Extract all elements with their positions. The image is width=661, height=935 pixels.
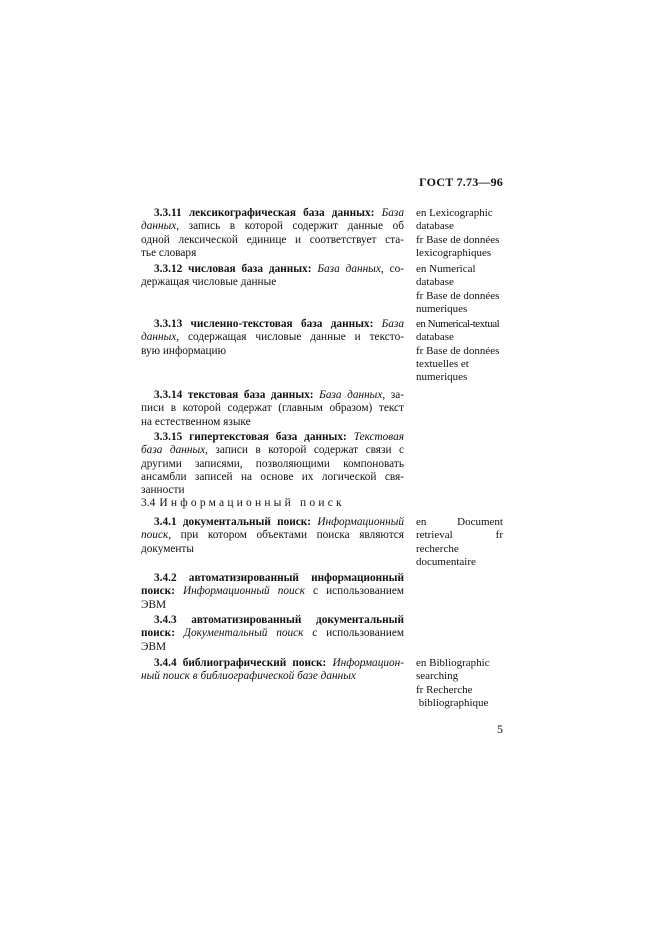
definition-text: , при котором объектами поиска являются	[168, 529, 404, 542]
definition-italic: Документальный поиск	[183, 627, 304, 640]
translation-fr: numeriques	[416, 371, 468, 384]
definition-italic: ный поиск в библиографической базе данных	[141, 670, 356, 683]
translation-en: en Numerical-textual	[416, 318, 500, 330]
translations	[416, 207, 506, 260]
term-number: 3.4.2	[154, 572, 177, 584]
definition-italic: База данных	[319, 389, 383, 401]
definition-italic: данных	[141, 331, 177, 344]
standard-header: ГОСТ 7.73—96	[419, 175, 503, 189]
term-title: библиографический поиск:	[182, 657, 327, 669]
definition-text: тье словаря	[141, 246, 197, 259]
definition	[141, 572, 404, 612]
term-title: документальный	[315, 614, 404, 626]
definition-text: документы	[141, 542, 194, 555]
definition-text: одной лексической единице и соответствует ста-	[141, 233, 404, 246]
definition	[141, 431, 404, 497]
translations	[416, 318, 506, 384]
term-number: 3.4.4	[154, 657, 177, 669]
translation-fr: fr Base de données	[416, 233, 500, 246]
translation-fr: lexicographiques	[416, 246, 492, 259]
translation-fr: bibliographique	[416, 696, 489, 709]
definition-text: вую информацию	[141, 344, 227, 357]
definition-text: другими записями, позволяющими компоновать	[141, 457, 404, 470]
translations	[416, 657, 506, 710]
term-title: численно-текстовая база данных:	[190, 318, 374, 330]
term-number: 3.3.15	[154, 431, 183, 443]
term-number: 3.3.14	[154, 389, 183, 401]
translation-en: database	[416, 276, 454, 289]
translation-fr: fr Base de données	[416, 344, 500, 357]
definition	[141, 614, 404, 654]
term-number: 3.4.3	[154, 614, 177, 626]
definition-text: на естественном языке	[141, 415, 251, 428]
definition-text: держащая числовые данные	[141, 276, 277, 289]
definition-italic: Информацион-	[332, 657, 405, 669]
translation-en: en Bibliographic	[416, 657, 490, 669]
definition-text: ЭВМ	[141, 640, 167, 653]
section-heading	[141, 497, 345, 509]
translation-en: en Numerical	[416, 263, 476, 275]
definition	[141, 389, 404, 429]
term-title: лексикографическая база данных:	[188, 207, 375, 219]
translation-en: retrieval	[416, 529, 453, 542]
translation-en: en Lexicographic	[416, 207, 493, 219]
definition-text: , записи в которой содержат связи с	[205, 444, 405, 457]
term-title: документальный поиск:	[182, 516, 312, 528]
translation-lang: en	[416, 516, 427, 528]
definition-italic: поиск	[141, 529, 169, 542]
translation-fr: recherche	[416, 542, 459, 555]
definition-italic: Информационный	[317, 516, 404, 528]
definition-text: с использованием	[305, 585, 405, 598]
section-number: 3.4	[141, 497, 156, 509]
definition	[141, 516, 404, 556]
term-title: гипертекстовая база данных:	[189, 431, 347, 443]
translation-fr: numeriques	[416, 302, 468, 315]
translation-fr: documentaire	[416, 555, 476, 568]
translation-en: database	[416, 220, 454, 233]
term-title: числовая база данных:	[188, 263, 312, 275]
definition-text: писи в которой содержат (главным образом) текст	[141, 402, 404, 415]
definition-italic: база данных	[141, 444, 206, 457]
definition-italic: База данных	[317, 263, 381, 275]
definition-text: ансамбли записей на основе их логической свя-	[141, 470, 404, 483]
definition-italic: Текстовая	[353, 431, 404, 443]
definition	[141, 318, 404, 358]
translation-lang: fr	[495, 529, 503, 542]
definition-text: ЭВМ	[141, 598, 167, 611]
term-title: автоматизированный	[188, 572, 299, 584]
definition-text: занности	[141, 484, 185, 497]
term-title: поиск:	[141, 627, 175, 640]
page-number: 5	[497, 722, 503, 736]
translations	[416, 263, 506, 316]
section-title: Информационный поиск	[159, 497, 345, 509]
translation-fr: fr Base de données	[416, 289, 500, 302]
definition	[141, 263, 404, 290]
definition-text: , содержащая числовые данные и тексто-	[176, 331, 404, 344]
definition-text: , за-	[382, 389, 405, 401]
term-number: 3.3.11	[154, 207, 182, 219]
translation-fr: textuelles et	[416, 357, 469, 370]
definition-text: с использованием	[303, 627, 404, 640]
definition-text: , запись в которой содержит данные об	[176, 220, 404, 233]
term-title: информационный	[311, 572, 405, 584]
translation-fr: fr Recherche	[416, 683, 473, 696]
translation-en: Document	[457, 516, 503, 528]
definition	[141, 657, 404, 684]
definition-italic: База	[381, 318, 405, 330]
translation-en: database	[416, 331, 454, 344]
term-number: 3.4.1	[154, 516, 177, 528]
definition-text: , со-	[380, 263, 404, 275]
term-title: текстовая база данных:	[187, 389, 314, 401]
definition-italic: Информационный поиск	[183, 585, 305, 598]
translations	[416, 516, 506, 569]
definition	[141, 207, 404, 260]
term-title: поиск:	[141, 585, 175, 598]
definition-italic: База	[381, 207, 404, 219]
translation-en: searching	[416, 670, 459, 683]
term-title: автоматизированный	[191, 614, 302, 626]
term-number: 3.3.12	[154, 263, 183, 275]
term-number: 3.3.13	[154, 318, 183, 330]
definition-italic: данных	[141, 220, 177, 233]
